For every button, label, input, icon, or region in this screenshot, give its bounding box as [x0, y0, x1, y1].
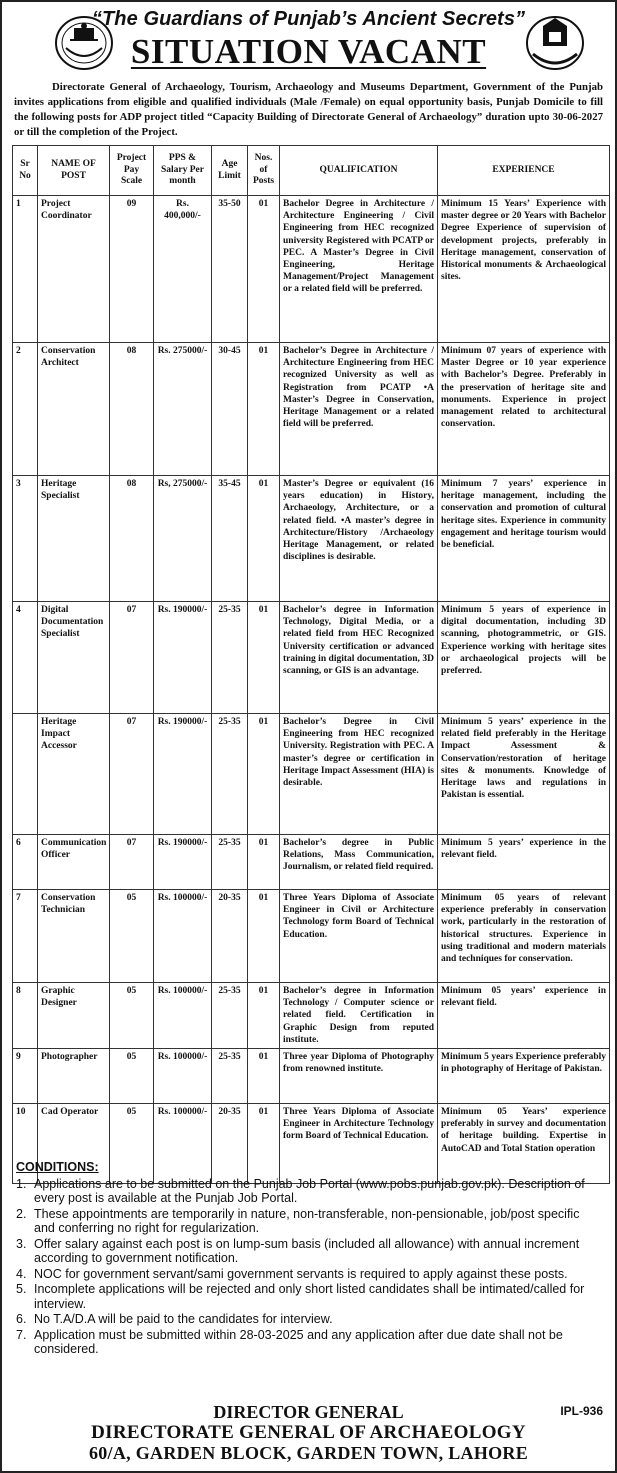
cell-name: Heritage Specialist — [38, 476, 110, 602]
header-name: NAME OF POST — [38, 146, 110, 196]
page-title: SITUATION VACANT — [130, 32, 487, 71]
cell-qualification: Bachelor’s Degree in Architecture / Architecture Engineering from HEC recognized University as well as Registration from PCATP •A Master’s Degree in Conservation, Heritage Management or a related field will be preferred. — [280, 343, 438, 476]
cell-qualification: Master’s Degree or equivalent (16 years education) in History, Archaeology, Architecture, or a related field. •A master’s degree in Architecture/History /Archaeology Heritage Management, or related disciplines is desirable. — [280, 476, 438, 602]
header-scale: Project Pay Scale — [110, 146, 154, 196]
table-row — [13, 835, 610, 890]
cell-experience: Minimum 07 years of experience with Master Degree or 10 year experience with Bachelor’s Degree. Preferably in the preservation of heritage site and monuments. Experience in project management related to architectural conservation. — [438, 343, 610, 476]
cell-qualification: Three Years Diploma of Associate Engineer in Civil or Architecture Technology form Board of Technical Education. — [280, 890, 438, 983]
cell-salary: Rs. 275000/- — [154, 343, 212, 476]
cell-experience: Minimum 15 Years’ Experience with master degree or 20 Years with Bachelor Degree Experience of supervision of development projects, preferably in Heritage management, conservation of Historical monuments & Archaeological sites. — [438, 196, 610, 343]
cell-experience: Minimum 7 years’ experience in heritage management, including the conservation and promotion of cultural heritage sites. Experience in community engagement and heritage tourism would be beneficial. — [438, 476, 610, 602]
cell-experience: Minimum 05 Years’ experience preferably in survey and documentation of heritage building. Expertise in AutoCAD and Total Station operation — [438, 1104, 610, 1184]
condition-item — [16, 1237, 603, 1266]
cell-salary: Rs. 190000/- — [154, 835, 212, 890]
condition-number: 6. — [16, 1312, 27, 1326]
header-age: Age Limit — [212, 146, 248, 196]
cell-experience: Minimum 05 years of relevant experience preferably in conservation work, particularly in the restoration of historical structures. Experience in using traditional and modern materials and techniques for conservation. — [438, 890, 610, 983]
cell-salary: Rs. 100000/- — [154, 890, 212, 983]
cell-qualification: Three Years Diploma of Associate Engineer in Architecture Technology form Board of Technical Education. — [280, 1104, 438, 1184]
condition-text: Applications are to be submitted on the Punjab Job Portal (www.pobs.punjab.gov.pk). Description of every post is available at the Punjab Job Portal. — [34, 1176, 585, 1205]
signoff-organization: DIRECTORATE GENERAL OF ARCHAEOLOGY — [91, 1422, 526, 1443]
table-row — [13, 714, 610, 835]
cell-scale: 07 — [110, 835, 154, 890]
header-salary: PPS & Salary Per month — [154, 146, 212, 196]
header-qualification: QUALIFICATION — [280, 146, 438, 196]
cell-age: 35-50 — [212, 196, 248, 343]
intro-text-before: Directorate General of Archaeology, Tourism, Archaeology and Museums Department, Government of the Punjab invites applications from eligible and qualified individuals (Male /Female) on equal opportunity basis, Punjab Domicile to fill the following posts for ADP project titled — [14, 81, 603, 123]
cell-experience: Minimum 05 years’ experience in relevant field. — [438, 983, 610, 1049]
cell-posts: 01 — [248, 343, 280, 476]
header-posts: Nos. of Posts — [248, 146, 280, 196]
header-sr: Sr No — [13, 146, 38, 196]
condition-text: No T.A/D.A will be paid to the candidates for interview. — [34, 1312, 333, 1326]
table-row — [13, 476, 610, 602]
condition-item — [16, 1207, 603, 1236]
condition-text: These appointments are temporarily in nature, non-transferable, non-pensionable, job/post specific and conferring no right for regularization. — [34, 1206, 580, 1235]
condition-item — [16, 1177, 603, 1206]
ipl-code: IPL-936 — [560, 1404, 603, 1418]
signoff-address: 60/A, GARDEN BLOCK, GARDEN TOWN, LAHORE — [88, 1443, 529, 1463]
cell-name: Photographer — [38, 1049, 110, 1104]
cell-salary: Rs. 190000/- — [154, 602, 212, 714]
cell-name: Digital Documentation Specialist — [38, 602, 110, 714]
cell-name: Conservation Technician — [38, 890, 110, 983]
cell-salary: Rs. 100000/- — [154, 1104, 212, 1184]
cell-salary: Rs. 100000/- — [154, 983, 212, 1049]
condition-number: 7. — [16, 1327, 27, 1342]
cell-posts: 01 — [248, 835, 280, 890]
condition-number: 3. — [16, 1236, 27, 1251]
cell-salary: Rs. 400,000/- — [154, 196, 212, 343]
cell-posts: 01 — [248, 983, 280, 1049]
cell-age: 20-35 — [212, 890, 248, 983]
cell-salary: Rs. 100000/- — [154, 1049, 212, 1104]
table-header-row — [13, 146, 610, 196]
cell-age: 35-45 — [212, 476, 248, 602]
cell-scale: 05 — [110, 1104, 154, 1184]
signoff-block — [2, 1402, 615, 1464]
condition-item — [16, 1282, 603, 1311]
tagline: “The Guardians of Punjab’s Ancient Secrets” — [91, 8, 526, 30]
cell-scale: 08 — [110, 343, 154, 476]
cell-posts: 01 — [248, 602, 280, 714]
cell-salary: Rs, 275000/- — [154, 476, 212, 602]
cell-age: 25-35 — [212, 714, 248, 835]
condition-text: NOC for government servant/sami government servants is required to apply against these posts. — [34, 1266, 568, 1281]
intro-text-after: duration upto 30-06-2027 or till the completion of the Project. — [14, 111, 603, 138]
condition-text: Incomplete applications will be rejected and only short listed candidates shall be intimated/called for interview. — [34, 1282, 585, 1311]
cell-qualification: Bachelor’s degree in Public Relations, Mass Communication, Journalism, or related field required. — [280, 835, 438, 890]
cell-experience: Minimum 5 years’ experience in the related field preferably in the Heritage Impact Assessment & Conservation/restoration of heritage sites & monuments. Knowledge of Heritage laws and regulations in Pakistan is essential. — [438, 714, 610, 835]
table-row — [13, 196, 610, 343]
cell-posts: 01 — [248, 476, 280, 602]
cell-scale: 05 — [110, 983, 154, 1049]
condition-number: 2. — [16, 1206, 27, 1221]
condition-item — [16, 1267, 603, 1282]
cell-scale: 05 — [110, 1049, 154, 1104]
cell-age: 20-35 — [212, 1104, 248, 1184]
cell-qualification: Bachelor’s degree in Information Technology, Digital Media, or a related field from HEC Recognized University certification or advanced training in digital documentation, 3D scanning, or GIS is an advantage. — [280, 602, 438, 714]
cell-age: 30-45 — [212, 343, 248, 476]
cell-scale: 08 — [110, 476, 154, 602]
cell-sr: 6 — [13, 835, 38, 890]
cell-sr — [13, 714, 38, 835]
posts-table — [12, 145, 610, 1184]
cell-posts: 01 — [248, 196, 280, 343]
cell-sr: 2 — [13, 343, 38, 476]
condition-text: Offer salary against each post is on lump-sum basis (included all allowance) with annual increment according to government notification. — [34, 1236, 580, 1265]
table-row — [13, 602, 610, 714]
cell-scale: 05 — [110, 890, 154, 983]
table-row — [13, 1049, 610, 1104]
cell-sr: 1 — [13, 196, 38, 343]
cell-qualification: Bachelor Degree in Architecture / Architecture Engineering / Civil Engineering from HEC recognized university Registered with PCATP or PEC. A Master’s Degree in Civil Engineering, Heritage Management/Project Management or a related field will be preferred. — [280, 196, 438, 343]
conditions-heading: CONDITIONS: — [16, 1160, 99, 1174]
condition-item — [16, 1312, 603, 1327]
cell-name: Heritage Impact Accessor — [38, 714, 110, 835]
cell-name: Conservation Architect — [38, 343, 110, 476]
cell-posts: 01 — [248, 714, 280, 835]
project-title: “Capacity Building of Directorate General of Archaeology” — [207, 111, 483, 123]
cell-posts: 01 — [248, 1104, 280, 1184]
cell-age: 25-35 — [212, 835, 248, 890]
header-experience: EXPERIENCE — [438, 146, 610, 196]
intro-paragraph — [14, 80, 603, 140]
cell-experience: Minimum 5 years Experience preferably in photography of Heritage of Pakistan. — [438, 1049, 610, 1104]
cell-name: Project Coordinator — [38, 196, 110, 343]
cell-qualification: Three year Diploma of Photography from renowned institute. — [280, 1049, 438, 1104]
cell-sr: 7 — [13, 890, 38, 983]
table-row — [13, 890, 610, 983]
cell-name: Graphic Designer — [38, 983, 110, 1049]
cell-name: Cad Operator — [38, 1104, 110, 1184]
cell-posts: 01 — [248, 1049, 280, 1104]
cell-qualification: Bachelor’s degree in Information Technology / Computer science or related field. Certification in Graphic Design from reputed institute. — [280, 983, 438, 1049]
cell-sr: 10 — [13, 1104, 38, 1184]
cell-experience: Minimum 5 years of experience in digital documentation, including 3D scanning, photogrammetric, or GIS. Experience working with heritage sites or archaeological projects will be preferred. — [438, 602, 610, 714]
cell-qualification: Bachelor’s Degree in Civil Engineering from HEC recognized University. Registration with PEC. A master’s degree or certification in Heritage Impact Assessment (HIA) is desirable. — [280, 714, 438, 835]
cell-sr: 8 — [13, 983, 38, 1049]
cell-sr: 3 — [13, 476, 38, 602]
cell-salary: Rs. 190000/- — [154, 714, 212, 835]
signoff-title: DIRECTOR GENERAL — [213, 1402, 404, 1422]
condition-text: Application must be submitted within 28-03-2025 and any application after due date shall not be considered. — [34, 1327, 563, 1356]
condition-number: 1. — [16, 1176, 27, 1191]
table-row — [13, 343, 610, 476]
cell-posts: 01 — [248, 890, 280, 983]
table-row — [13, 983, 610, 1049]
condition-number: 4. — [16, 1266, 27, 1281]
cell-scale: 07 — [110, 714, 154, 835]
cell-experience: Minimum 5 years’ experience in the relevant field. — [438, 835, 610, 890]
condition-number: 5. — [16, 1282, 27, 1296]
cell-name: Communication Officer — [38, 835, 110, 890]
cell-sr: 4 — [13, 602, 38, 714]
cell-age: 25-35 — [212, 602, 248, 714]
cell-age: 25-35 — [212, 983, 248, 1049]
cell-scale: 07 — [110, 602, 154, 714]
condition-item — [16, 1328, 603, 1357]
conditions-section — [16, 1160, 603, 1358]
cell-scale: 09 — [110, 196, 154, 343]
cell-age: 25-35 — [212, 1049, 248, 1104]
cell-sr: 9 — [13, 1049, 38, 1104]
